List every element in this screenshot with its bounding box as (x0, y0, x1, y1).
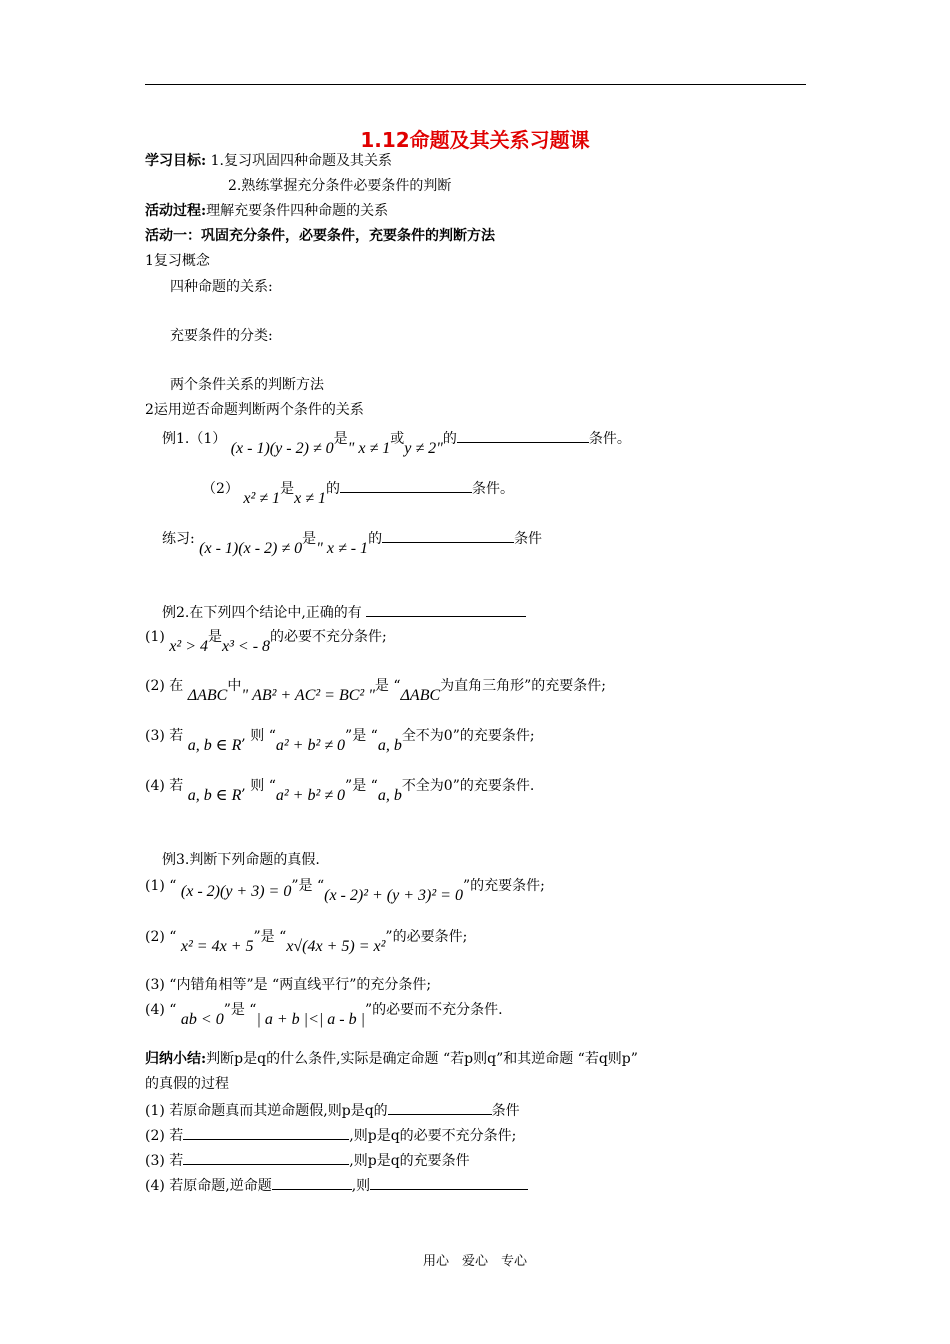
text: 是 (208, 629, 222, 645)
text: ”的必要而不充分条件. (364, 1002, 503, 1018)
example2-item1 (145, 628, 387, 655)
answer-blank (366, 602, 526, 617)
formula: (x - 2)² + (y + 3)² = 0 (324, 887, 463, 904)
text: ,则p是q的必要不充分条件; (349, 1128, 517, 1144)
review-four-propositions: 四种命题的关系: (170, 279, 273, 295)
formula: ΔABC (187, 687, 228, 704)
item-number: (2) 在 (145, 678, 184, 694)
answer-blank (183, 1125, 349, 1140)
example3-item1 (145, 877, 545, 904)
example1-part2 (202, 478, 514, 507)
text: 的 (368, 531, 383, 547)
text: ”是 “ (345, 728, 378, 744)
formula: x√(4x + 5) = x² (286, 938, 386, 955)
text: ,则p是q的充要条件 (349, 1153, 470, 1169)
formula: a² + b² ≠ 0 (275, 737, 346, 754)
review-heading: 1复习概念 (145, 253, 210, 269)
goal-line-1 (145, 152, 392, 170)
example1-label: 例1.（1） (162, 431, 227, 447)
page-footer: 用心 爱心 专心 (422, 1254, 527, 1269)
formula: (x - 1)(x - 2) ≠ 0 (199, 540, 303, 557)
text: ”的充要条件; (462, 878, 545, 894)
text: 或 (390, 431, 405, 447)
text: 为直角三角形”的充要条件; (440, 678, 607, 694)
summary-label: 归纳小结: (145, 1051, 207, 1067)
goal-1: 1.复习巩固四种命题及其关系 (210, 153, 392, 169)
text: 的 (442, 431, 457, 447)
text: , 则 “ (241, 728, 276, 744)
section2-heading: 2运用逆否命题判断两个条件的关系 (145, 402, 364, 418)
text: 是 (302, 531, 317, 547)
item-number: (1) (145, 629, 165, 645)
formula: " x ≠ 1 (347, 440, 391, 457)
formula: x² ≠ 1 (243, 490, 281, 507)
practice-label: 练习: (162, 531, 195, 547)
review-method: 两个条件关系的判断方法 (170, 377, 324, 393)
formula: (x - 1)(y - 2) ≠ 0 (230, 440, 334, 457)
answer-blank (388, 1100, 492, 1115)
formula: a, b (377, 787, 402, 804)
text: ”是 “ (253, 929, 287, 945)
text: 的必要不充分条件; (270, 629, 387, 645)
text: 条件。 (588, 431, 631, 447)
answer-blank (382, 528, 514, 543)
summary-item3 (145, 1150, 470, 1170)
text: 是 “ (374, 678, 401, 694)
text: (2) 若 (145, 1128, 184, 1144)
summary-item1 (145, 1100, 520, 1120)
text: 是 (333, 431, 348, 447)
text: 条件 (491, 1103, 520, 1119)
formula: a, b ∈ R (187, 787, 242, 804)
formula: x ≠ 1 (294, 490, 326, 507)
header-rule (145, 84, 806, 85)
text: ”是 “ (291, 878, 325, 894)
example2-label: 例2.在下列四个结论中,正确的有 (162, 605, 362, 621)
summary-line-2: 的真假的过程 (145, 1076, 229, 1092)
text: 是 (280, 481, 295, 497)
summary-item2 (145, 1125, 516, 1145)
summary-item4 (145, 1175, 528, 1195)
example3-heading: 例3.判断下列命题的真假. (162, 852, 320, 868)
answer-blank (183, 1150, 349, 1165)
text: (4) 若原命题,逆命题 (145, 1178, 272, 1194)
formula: (x - 2)(y + 3) = 0 (180, 883, 292, 900)
practice-line (162, 528, 543, 557)
text: 条件 (514, 531, 543, 547)
formula: a, b (377, 737, 402, 754)
process-text: 理解充要条件四种命题的关系 (206, 203, 389, 219)
formula: x³ < - 8 (222, 638, 271, 655)
text: ,则 (351, 1178, 371, 1194)
text: (1) 若原命题真而其逆命题假,则p是q的 (145, 1103, 388, 1119)
text: (3) 若 (145, 1153, 184, 1169)
goal-label: 学习目标: (145, 153, 207, 169)
text: 不全为0”的充要条件. (401, 778, 535, 794)
example2-item2 (145, 677, 607, 704)
formula: " x ≠ - 1 (316, 540, 369, 557)
formula: ΔABC (400, 687, 441, 704)
formula: y ≠ 2" (404, 440, 443, 457)
formula: | a + b |<| a - b | (256, 1011, 365, 1028)
example3-item4 (145, 1001, 503, 1028)
example1-part1 (162, 428, 631, 457)
text: 全不为0”的充要条件; (401, 728, 535, 744)
page-title: 1.12命题及其关系习题课 (360, 128, 590, 152)
formula: a, b ∈ R (187, 737, 242, 754)
item-number: (3) 若 (145, 728, 184, 744)
summary-text: 判断p是q的什么条件,实际是确定命题 “若p则q”和其逆命题 “若q则p” (206, 1051, 638, 1067)
item-number: (2) “ (145, 929, 177, 945)
formula: " AB² + AC² = BC² " (241, 687, 375, 704)
answer-blank (370, 1175, 528, 1190)
text: 的 (325, 481, 340, 497)
item-number: (1) “ (145, 878, 177, 894)
review-classification: 充要条件的分类: (170, 328, 273, 344)
answer-blank (272, 1175, 352, 1190)
formula: ab < 0 (180, 1011, 224, 1028)
text: ”的必要条件; (385, 929, 468, 945)
text: 中 (227, 678, 242, 694)
goal-2: 2.熟练掌握充分条件必要条件的判断 (228, 178, 452, 194)
answer-blank (340, 478, 472, 493)
text: ”是 “ (223, 1002, 257, 1018)
example2-item4 (145, 777, 535, 804)
example3-item2 (145, 928, 468, 955)
summary-line-1 (145, 1050, 638, 1068)
example2-item3 (145, 727, 535, 754)
formula: x² = 4x + 5 (180, 938, 254, 955)
process-line (145, 202, 388, 220)
example2-heading (162, 602, 526, 622)
text: ”是 “ (345, 778, 378, 794)
activity1-heading: 活动一：巩固充分条件，必要条件，充要条件的判断方法 (145, 228, 495, 244)
example3-item3: (3) “内错角相等”是 “两直线平行”的充分条件; (145, 977, 432, 993)
answer-blank (457, 428, 589, 443)
item-number: (4) 若 (145, 778, 184, 794)
text: , 则 “ (241, 778, 276, 794)
formula: x² > 4 (169, 638, 208, 655)
formula: a² + b² ≠ 0 (275, 787, 346, 804)
item-number: (4) “ (145, 1002, 177, 1018)
text: 条件。 (471, 481, 514, 497)
example1-part2-label: （2） (202, 481, 239, 497)
process-label: 活动过程: (145, 203, 207, 219)
